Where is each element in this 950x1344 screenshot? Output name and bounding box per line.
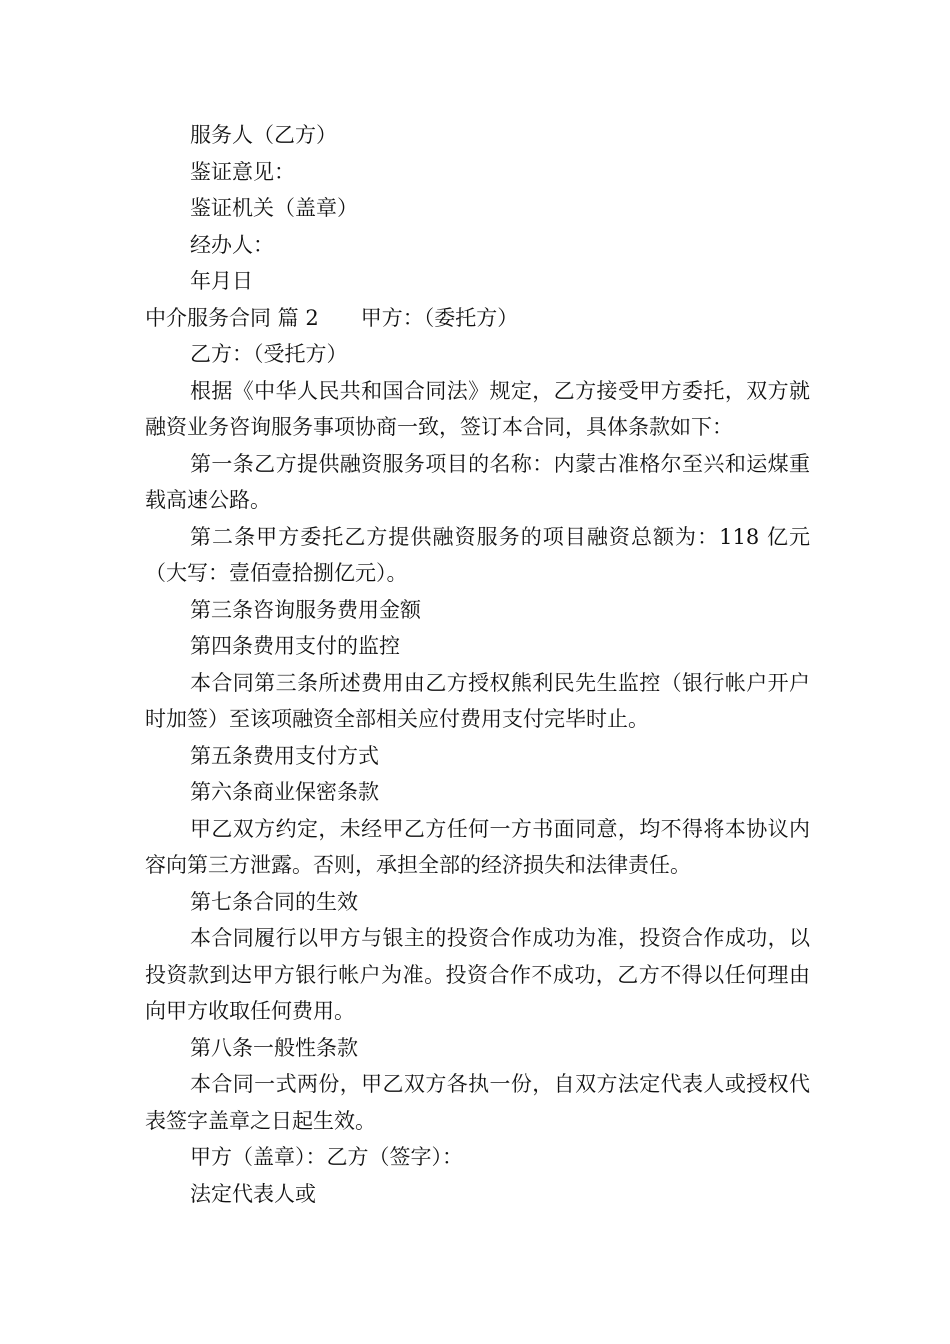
article-3-title: 第三条咨询服务费用金额 — [190, 597, 421, 622]
article-6-title: 第六条商业保密条款 — [190, 780, 379, 804]
line-date: 年月日 — [190, 269, 253, 293]
legal-representative-line: 法定代表人或 — [190, 1181, 316, 1206]
article-7-body: 本合同履行以甲方与银主的投资合作成功为准，投资合作成功，以投资款到达甲方银行帐户为准。投资合作不成功，乙方不得以任何理由向甲方收取任何费用。 — [145, 926, 810, 1023]
party-a-line: 甲方：（委托方） — [360, 305, 519, 330]
line-handler: 经办人： — [190, 232, 274, 257]
article-6-body: 甲乙双方约定，未经甲乙方任何一方书面同意，均不得将本协议内容向第三方泄露。否则，承担全部的经济损失和法律责任。 — [145, 816, 810, 877]
article-1: 第一条乙方提供融资服务项目的名称：内蒙古准格尔至兴和运煤重载高速公路。 — [145, 451, 810, 512]
section-2-heading: 中介服务合同 篇 2 — [145, 305, 319, 330]
section-2-header-line — [145, 300, 810, 337]
preamble-paragraph: 根据《中华人民共和国合同法》规定，乙方接受甲方委托，双方就融资业务咨询服务事项协商一致，签订本合同，具体条款如下： — [145, 378, 810, 439]
line-verification-opinion: 鉴证意见： — [190, 159, 295, 184]
document-body — [145, 117, 810, 1212]
line-service-party-b: 服务人（乙方） — [190, 123, 337, 147]
article-4-body: 本合同第三条所述费用由乙方授权熊利民先生监控（银行帐户开户时加签）至该项融资全部相关应付费用支付完毕时止。 — [145, 670, 810, 731]
article-7-title: 第七条合同的生效 — [190, 889, 358, 914]
article-5-title: 第五条费用支付方式 — [190, 743, 379, 768]
signature-line: 甲方（盖章）：乙方（签字）： — [190, 1145, 463, 1169]
line-verification-authority: 鉴证机关（盖章） — [190, 196, 358, 220]
article-8-title: 第八条一般性条款 — [190, 1035, 358, 1060]
party-b-line: 乙方：（受托方） — [190, 342, 348, 366]
article-8-body: 本合同一式两份，甲乙双方各执一份，自双方法定代表人或授权代表签字盖章之日起生效。 — [145, 1072, 810, 1133]
article-4-title: 第四条费用支付的监控 — [190, 634, 400, 658]
article-2: 第二条甲方委托乙方提供融资服务的项目融资总额为：118 亿元（大写：壹佰壹拾捌亿元）。 — [145, 524, 810, 585]
